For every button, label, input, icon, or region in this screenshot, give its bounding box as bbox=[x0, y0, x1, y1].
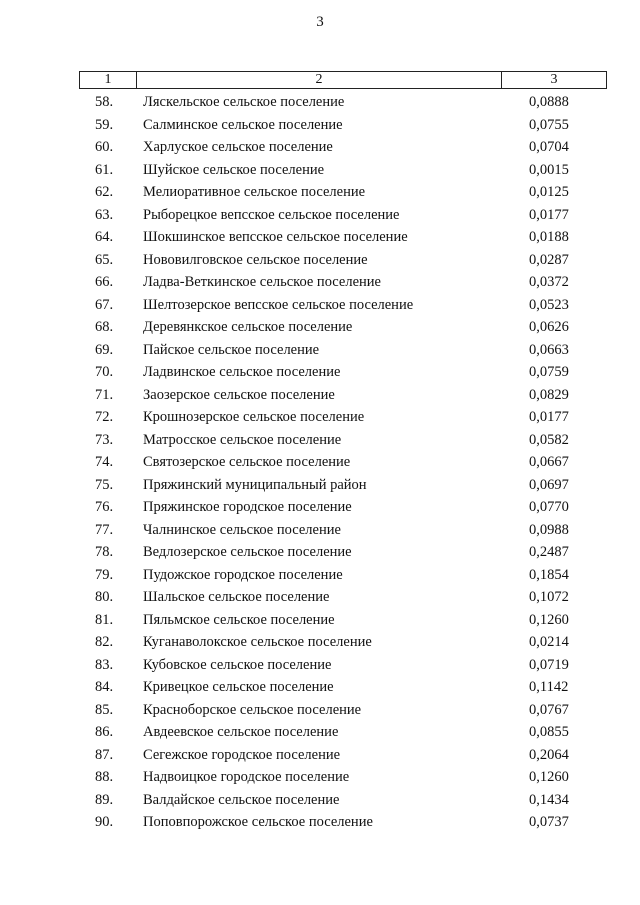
distribution-table bbox=[79, 71, 607, 834]
table-row bbox=[79, 654, 607, 677]
coefficient-value: 0,0767 bbox=[529, 701, 569, 718]
table-row bbox=[79, 676, 607, 699]
coefficient-value: 0,0667 bbox=[529, 454, 569, 470]
table-row bbox=[79, 811, 607, 834]
settlement-name: Кубовское сельское поселение bbox=[143, 656, 332, 673]
coefficient-value: 0,0759 bbox=[529, 364, 569, 380]
coefficient-value: 0,0125 bbox=[529, 184, 569, 200]
settlement-name: Мелиоративное сельское поселение bbox=[143, 184, 366, 200]
row-number: 59. bbox=[95, 116, 114, 133]
table-row bbox=[79, 496, 607, 519]
table-body bbox=[79, 91, 607, 834]
settlement-name: Ведлозерское сельское поселение bbox=[143, 544, 352, 560]
settlement-name: Красноборское сельское поселение bbox=[143, 701, 362, 718]
table-row bbox=[79, 361, 607, 384]
settlement-name: Шокшинское вепсское сельское поселение bbox=[143, 229, 408, 245]
row-number: 58. bbox=[95, 94, 114, 110]
settlement-name: Пяльмское сельское поселение bbox=[143, 611, 335, 628]
row-number: 88. bbox=[95, 769, 114, 785]
coefficient-value: 0,0888 bbox=[529, 94, 569, 110]
settlement-name: Заозерское сельское поселение bbox=[143, 386, 335, 403]
coefficient-value: 0,0737 bbox=[529, 814, 569, 830]
table-row bbox=[79, 181, 607, 204]
row-number: 74. bbox=[95, 454, 114, 470]
column-header-name: 2 bbox=[137, 72, 502, 88]
row-number: 87. bbox=[95, 746, 114, 763]
row-number: 70. bbox=[95, 364, 114, 380]
row-number: 60. bbox=[95, 139, 114, 155]
coefficient-value: 0,0626 bbox=[529, 319, 569, 335]
table-row bbox=[79, 316, 607, 339]
row-number: 64. bbox=[95, 229, 114, 245]
table-row bbox=[79, 609, 607, 632]
row-number: 66. bbox=[95, 274, 114, 290]
row-number: 76. bbox=[95, 499, 114, 515]
settlement-name: Рыборецкое вепсское сельское поселение bbox=[143, 206, 400, 223]
coefficient-value: 0,1854 bbox=[529, 566, 569, 583]
table-row bbox=[79, 91, 607, 114]
row-number: 63. bbox=[95, 206, 114, 223]
coefficient-value: 0,0829 bbox=[529, 386, 569, 403]
table-row bbox=[79, 249, 607, 272]
coefficient-value: 0,0287 bbox=[529, 251, 569, 268]
settlement-name: Шуйское сельское поселение bbox=[143, 161, 325, 178]
coefficient-value: 0,0697 bbox=[529, 476, 569, 493]
settlement-name: Шальское сельское поселение bbox=[143, 589, 330, 605]
settlement-name: Пряжинское городское поселение bbox=[143, 499, 352, 515]
table-row bbox=[79, 339, 607, 362]
settlement-name: Деревянкское сельское поселение bbox=[143, 319, 353, 335]
coefficient-value: 0,0988 bbox=[529, 521, 569, 538]
coefficient-value: 0,0704 bbox=[529, 139, 569, 155]
table-row bbox=[79, 159, 607, 182]
settlement-name: Авдеевское сельское поселение bbox=[143, 724, 339, 740]
table-row bbox=[79, 429, 607, 452]
row-number: 90. bbox=[95, 814, 114, 830]
settlement-name: Ладва-Веткинское сельское поселение bbox=[143, 274, 381, 290]
settlement-name: Пудожское городское поселение bbox=[143, 566, 343, 583]
settlement-name: Надвоицкое городское поселение bbox=[143, 769, 350, 785]
table-row bbox=[79, 586, 607, 609]
coefficient-value: 0,1260 bbox=[529, 611, 569, 628]
settlement-name: Кривецкое сельское поселение bbox=[143, 679, 334, 695]
settlement-name: Поповпорожское сельское поселение bbox=[143, 814, 373, 830]
table-row bbox=[79, 294, 607, 317]
table-row bbox=[79, 766, 607, 789]
settlement-name: Крошнозерское сельское поселение bbox=[143, 409, 365, 425]
row-number: 77. bbox=[95, 521, 114, 538]
coefficient-value: 0,0855 bbox=[529, 724, 569, 740]
coefficient-value: 0,0214 bbox=[529, 634, 569, 650]
table-row bbox=[79, 204, 607, 227]
coefficient-value: 0,1142 bbox=[529, 679, 569, 695]
row-number: 72. bbox=[95, 409, 114, 425]
table-row bbox=[79, 114, 607, 137]
table-row bbox=[79, 721, 607, 744]
settlement-name: Ляскельское сельское поселение bbox=[143, 94, 345, 110]
settlement-name: Святозерское сельское поселение bbox=[143, 454, 351, 470]
settlement-name: Харлуское сельское поселение bbox=[143, 139, 333, 155]
table-row bbox=[79, 789, 607, 812]
settlement-name: Шелтозерское вепсское сельское поселение bbox=[143, 296, 414, 313]
table-header bbox=[79, 71, 607, 89]
settlement-name: Куганаволокское сельское поселение bbox=[143, 634, 372, 650]
row-number: 85. bbox=[95, 701, 114, 718]
row-number: 81. bbox=[95, 611, 114, 628]
table-row bbox=[79, 384, 607, 407]
row-number: 67. bbox=[95, 296, 114, 313]
coefficient-value: 0,0719 bbox=[529, 656, 569, 673]
settlement-name: Салминское сельское поселение bbox=[143, 116, 343, 133]
table-row bbox=[79, 631, 607, 654]
settlement-name: Чалнинское сельское поселение bbox=[143, 521, 341, 538]
table-row bbox=[79, 744, 607, 767]
settlement-name: Ладвинское сельское поселение bbox=[143, 364, 341, 380]
settlement-name: Сегежское городское поселение bbox=[143, 746, 341, 763]
column-header-value: 3 bbox=[550, 72, 558, 87]
row-number: 61. bbox=[95, 161, 114, 178]
table-row bbox=[79, 136, 607, 159]
coefficient-value: 0,0582 bbox=[529, 431, 569, 448]
column-header-number: 1 bbox=[80, 72, 137, 88]
row-number: 84. bbox=[95, 679, 114, 695]
table-row bbox=[79, 271, 607, 294]
coefficient-value: 0,1434 bbox=[529, 791, 569, 808]
coefficient-value: 0,0523 bbox=[529, 296, 569, 313]
row-number: 75. bbox=[95, 476, 114, 493]
table-row bbox=[79, 564, 607, 587]
table-row bbox=[79, 474, 607, 497]
coefficient-value: 0,0770 bbox=[529, 499, 569, 515]
settlement-name: Валдайское сельское поселение bbox=[143, 791, 340, 808]
coefficient-value: 0,1072 bbox=[529, 589, 569, 605]
row-number: 89. bbox=[95, 791, 114, 808]
settlement-name: Матросское сельское поселение bbox=[143, 431, 342, 448]
settlement-name: Пайское сельское поселение bbox=[143, 341, 320, 358]
coefficient-value: 0,0372 bbox=[529, 274, 569, 290]
table-row bbox=[79, 541, 607, 564]
table-row bbox=[79, 226, 607, 249]
coefficient-value: 0,0755 bbox=[529, 116, 569, 133]
table-row bbox=[79, 699, 607, 722]
table-row bbox=[79, 406, 607, 429]
row-number: 82. bbox=[95, 634, 114, 650]
settlement-name: Пряжинский муниципальный район bbox=[143, 476, 367, 493]
coefficient-value: 0,1260 bbox=[529, 769, 569, 785]
table-row bbox=[79, 451, 607, 474]
row-number: 78. bbox=[95, 544, 114, 560]
row-number: 80. bbox=[95, 589, 114, 605]
coefficient-value: 0,0663 bbox=[529, 341, 569, 358]
row-number: 86. bbox=[95, 724, 114, 740]
row-number: 62. bbox=[95, 184, 114, 200]
table-row bbox=[79, 519, 607, 542]
row-number: 65. bbox=[95, 251, 114, 268]
row-number: 79. bbox=[95, 566, 114, 583]
row-number: 83. bbox=[95, 656, 114, 673]
row-number: 68. bbox=[95, 319, 114, 335]
coefficient-value: 0,0015 bbox=[529, 161, 569, 178]
page-number: 3 bbox=[316, 14, 324, 30]
settlement-name: Нововилговское сельское поселение bbox=[143, 251, 368, 268]
row-number: 73. bbox=[95, 431, 114, 448]
row-number: 69. bbox=[95, 341, 114, 358]
coefficient-value: 0,0177 bbox=[529, 206, 569, 223]
coefficient-value: 0,0188 bbox=[529, 229, 569, 245]
coefficient-value: 0,2487 bbox=[529, 544, 569, 560]
coefficient-value: 0,2064 bbox=[529, 746, 569, 763]
coefficient-value: 0,0177 bbox=[529, 409, 569, 425]
row-number: 71. bbox=[95, 386, 114, 403]
